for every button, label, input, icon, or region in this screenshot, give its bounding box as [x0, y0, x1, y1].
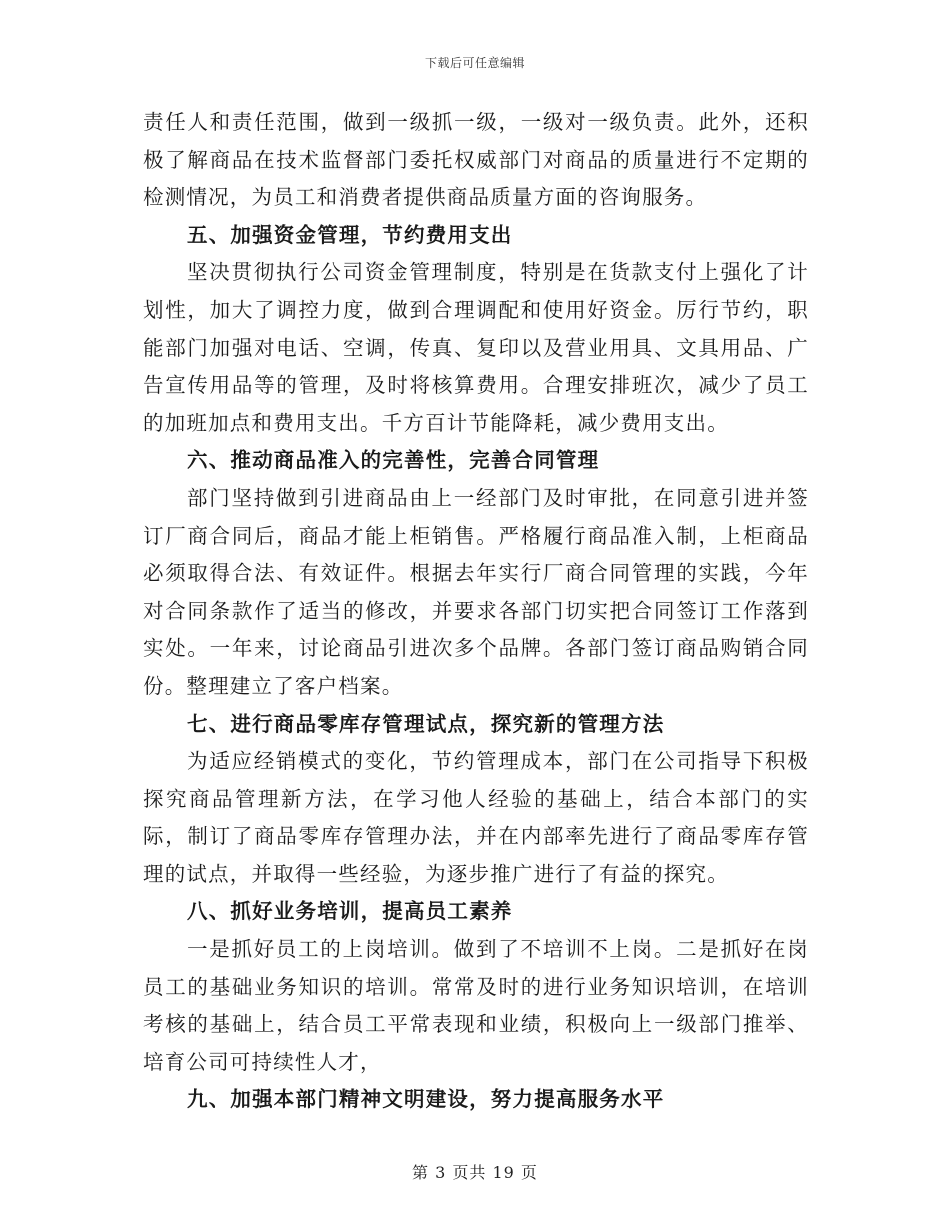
paragraph-section-7: 为适应经销模式的变化，节约管理成本，部门在公司指导下积极探究商品管理新方法，在学习他人经验的基础上，结合本部门的实际，制订了商品零库存管理办法，并在内部率先进行了商品零库存管理的试点，并取得一些经验，为逐步推广进行了有益的探究。 — [143, 749, 809, 886]
section-heading-7: 七、进行商品零库存管理试点，探究新的管理方法 — [187, 711, 665, 736]
page-header: 下载后可任意编辑 — [424, 56, 525, 70]
paragraph-section-6: 部门坚持做到引进商品由上一经部门及时审批，在同意引进并签订厂商合同后，商品才能上柜销售。严格履行商品准入制，上柜商品必须取得合法、有效证件。根据去年实行厂商合同管理的实践，今年对合同条款作了适当的修改，并要求各部门切实把合同签订工作落到实处。一年来，讨论商品引进次多个品牌。各部门签订商品购销合同份。整理建立了客户档案。 — [143, 485, 809, 698]
section-heading-9: 九、加强本部门精神文明建设，努力提高服务水平 — [187, 1087, 665, 1112]
paragraph-section-5: 坚决贯彻执行公司资金管理制度，特别是在货款支付上强化了计划性，加大了调控力度，做到合理调配和使用好资金。厉行节约，职能部门加强对电话、空调，传真、复印以及营业用具、文具用品、广告宣传用品等的管理，及时将核算费用。合理安排班次，减少了员工的加班加点和费用支出。千方百计节能降耗，减少费用支出。 — [143, 260, 809, 435]
section-heading-8: 八、抓好业务培训，提高员工素养 — [187, 899, 513, 924]
section-heading-5: 五、加强资金管理，节约费用支出 — [187, 222, 513, 247]
document-body — [143, 104, 809, 1119]
page-number-footer: 第 3 页共 19 页 — [412, 1163, 538, 1182]
paragraph-continued: 责任人和责任范围，做到一级抓一级，一级对一级负责。此外，还积极了解商品在技术监督部门委托权威部门对商品的质量进行不定期的检测情况，为员工和消费者提供商品质量方面的咨询服务。 — [143, 110, 809, 210]
section-heading-6: 六、推动商品准入的完善性，完善合同管理 — [187, 448, 600, 473]
paragraph-section-8: 一是抓好员工的上岗培训。做到了不培训不上岗。二是抓好在岗员工的基础业务知识的培训。常常及时的进行业务知识培训，在培训考核的基础上，结合员工平常表现和业绩，积极向上一级部门推举、培育公司可持续性人才， — [143, 937, 809, 1074]
